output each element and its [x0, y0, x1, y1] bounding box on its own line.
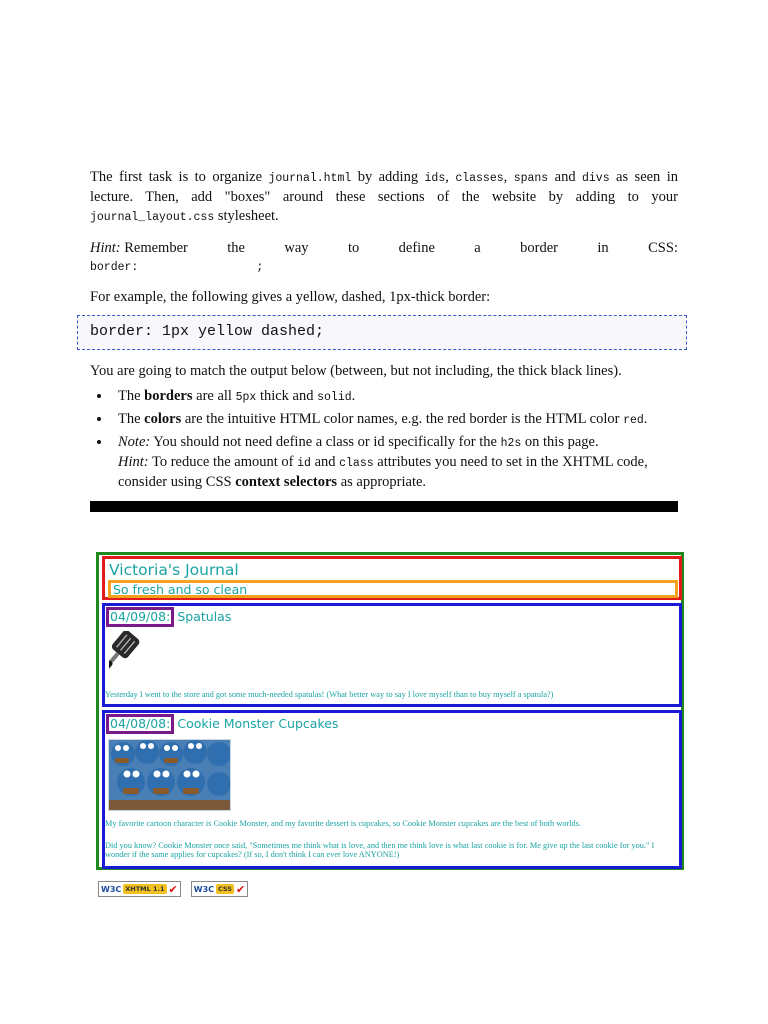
journal-entry [102, 710, 682, 869]
code-border: border: [90, 261, 139, 274]
text: are all [192, 388, 236, 404]
code-classes: classes [455, 172, 504, 185]
text: to [347, 240, 360, 256]
text: in [597, 240, 609, 256]
entry-date: 04/09/08: [106, 607, 174, 627]
text: as seen in lecture. Then, add "boxes" around these sections of the website by adding to your [90, 169, 679, 205]
code-divs: divs [582, 172, 610, 185]
w3c-logo: W3C [101, 884, 122, 894]
journal-subtitle: So fresh and so clean [108, 580, 678, 598]
text: border [520, 240, 558, 256]
entry-heading [106, 607, 231, 627]
bold-text: borders [144, 388, 193, 404]
text: The first task is to organize [90, 169, 269, 185]
text: You should not need define a class or id specifically for the [150, 434, 501, 450]
text: The [118, 388, 145, 404]
text: thick and [256, 388, 318, 404]
bold-text: context selectors [235, 474, 338, 490]
code-id: id [297, 457, 311, 470]
journal-sample [96, 552, 684, 870]
entry-date: 04/08/08: [106, 714, 174, 734]
text: , [445, 169, 456, 185]
code-semicolon: ; [256, 261, 264, 274]
text: CSS: [648, 240, 678, 256]
code-5px: 5px [235, 391, 257, 404]
text: . [643, 411, 648, 427]
entry-paragraph: Yesterday I went to the store and got some much-needed spatulas! (What better way to say I love myself than to buy myself a spatula?) [105, 690, 554, 699]
badge-tag: XHTML 1.1 [125, 885, 165, 893]
hint-paragraph [90, 239, 678, 276]
text: by adding [351, 169, 425, 185]
entry-paragraph: My favorite cartoon character is Cookie Monster, and my favorite dessert is cupcakes, so Cookie Monster cupcakes are the best of both worlds. [105, 819, 581, 828]
xhtml-valid-badge[interactable] [98, 881, 181, 897]
text: The [118, 411, 145, 427]
code-example: border: 1px yellow dashed; [77, 315, 687, 350]
list-item [112, 433, 678, 492]
text: the [227, 240, 245, 256]
intro-paragraph [90, 168, 678, 227]
code-journal-layout-css: journal_layout.css [90, 211, 215, 224]
text: and [548, 169, 582, 185]
entry-heading [106, 714, 338, 734]
code-solid: solid [317, 391, 352, 404]
check-icon: ✔ [168, 882, 178, 896]
badge-tag: CSS [218, 885, 232, 893]
text: stylesheet. [214, 208, 279, 224]
instructions [90, 168, 678, 512]
bold-text: colors [144, 411, 182, 427]
text: , [503, 169, 514, 185]
list-item [112, 410, 678, 430]
entry-title: Spatulas [177, 609, 232, 624]
journal-entry [102, 603, 682, 707]
text: a [474, 240, 481, 256]
requirements-list [90, 387, 678, 492]
hint-label: Hint: [90, 240, 121, 256]
list-item [112, 387, 678, 407]
text: way [284, 240, 309, 256]
journal-title: Victoria's Journal [109, 561, 239, 579]
check-icon: ✔ [236, 882, 246, 896]
cupcakes-image [108, 739, 231, 811]
text: are the intuitive HTML color names, e.g. the red border is the HTML color [181, 411, 624, 427]
journal-header [102, 556, 682, 600]
text: Remember [124, 240, 188, 256]
text: and [310, 454, 340, 470]
css-valid-badge[interactable] [191, 881, 248, 897]
example-paragraph: For example, the following gives a yellow, dashed, 1px-thick border: [90, 289, 491, 305]
code-ids: ids [424, 172, 446, 185]
validator-badges [98, 881, 248, 897]
code-class: class [339, 457, 374, 470]
thick-divider [90, 501, 678, 512]
match-paragraph: You are going to match the output below (between, but not including, the thick black lines). [90, 363, 622, 379]
code-red: red [623, 414, 644, 427]
text: define [398, 240, 435, 256]
code-h2s: h2s [500, 437, 522, 450]
text: as appropriate. [337, 474, 427, 490]
note-label: Note: [118, 434, 151, 450]
spatula-image [109, 631, 169, 683]
entry-title: Cookie Monster Cupcakes [177, 716, 339, 731]
entry-paragraph: Did you know? Cookie Monster once said, "Sometimes me think what is love, and then me think love is what last cookie is for. Me give up the last cookie for you." I wonder if the same applies for cupcakes? (If so, I don't think I can ever love ANYONE!) [105, 841, 655, 859]
text: attributes you need to set in the XHTML code, consider using CSS [118, 454, 648, 490]
hint-label: Hint: [118, 454, 149, 470]
text: . [351, 388, 356, 404]
w3c-logo: W3C [193, 884, 215, 894]
text: To reduce the amount of [148, 454, 298, 470]
code-spans: spans [513, 172, 549, 185]
code-journal-html: journal.html [268, 172, 352, 185]
text: on this page. [521, 434, 599, 450]
